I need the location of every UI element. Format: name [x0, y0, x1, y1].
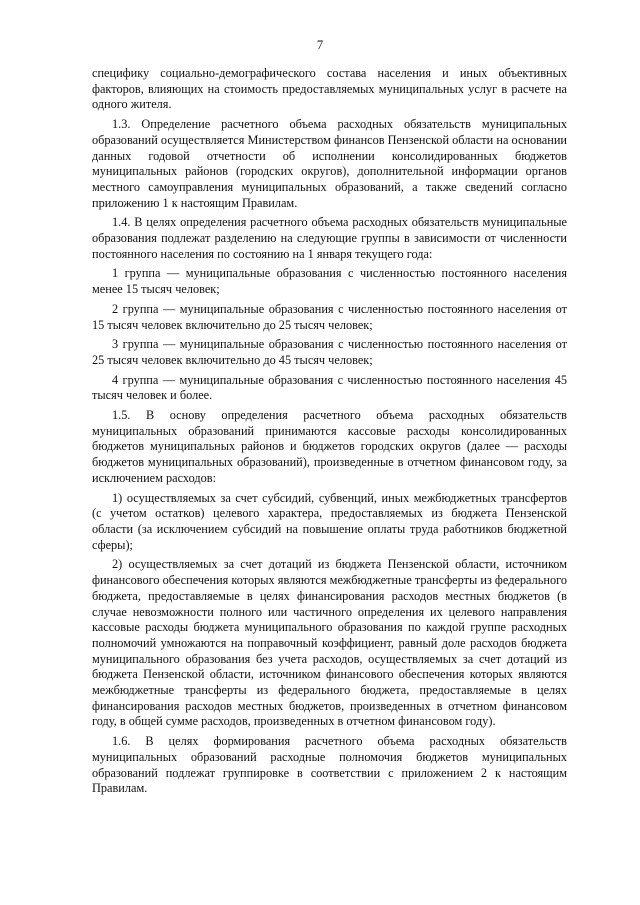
exclusion-item-1: 1) осуществляемых за счет субсидий, субвенций, иных межбюджетных трансфертов (с учетом остатков) целевого характера, предоставляемых из бюджета Пензенской области (за исключением субсидий на повышение оплаты труда работников бюджетной сферы);	[92, 490, 567, 552]
exclusion-item-2: 2) осуществляемых за счет дотаций из бюджета Пензенской области, источником финансового обеспечения которых являются межбюджетные трансферты из федерального бюджета, предоставляемые в целях финансирования расходов местных бюджетов (в случае невозможности полного или частичного определения их целевого направления кассовые расходы бюджета муниципального образования по каждой группе расходных полномочий умножаются на поправочный коэффициент, равный доле расходов бюджета муниципального образования без учета расходов, осуществляемых за счет дотаций из бюджета Пензенской области, источником финансового обеспечения которых являются межбюджетные трансферты из федерального бюджета, предоставляемые в целях финансирования расходов местных бюджетов, произведенных в отчетном финансовом году, в общей сумме расходов, произведенных в отчетном финансовом году).	[92, 557, 567, 729]
page-number: 7	[316, 38, 324, 52]
group-4-item: 4 группа — муниципальные образования с численностью постоянного населения 45 тысяч человек и более.	[92, 372, 567, 403]
document-body	[92, 66, 567, 801]
paragraph-1-5: 1.5. В основу определения расчетного объема расходных обязательств муниципальных образований принимаются кассовые расходы консолидированных бюджетов муниципальных районов и бюджетов городских округов (далее — расходы бюджетов муниципальных образований), произведенные в отчетном финансовом году, за исключением расходов:	[92, 408, 567, 485]
paragraph-1-3: 1.3. Определение расчетного объема расходных обязательств муниципальных образований осуществляется Министерством финансов Пензенской области на основании данных годовой отчетности об исполнении консолидированных бюджетов муниципальных районов (городских округов), дополнительной информации органов местного самоуправления муниципальных образований, а также сведений согласно приложению 1 к настоящим Правилам.	[92, 117, 567, 210]
group-2-item: 2 группа — муниципальные образования с численностью постоянного населения от 15 тысяч человек включительно до 25 тысяч человек;	[92, 301, 567, 332]
paragraph-1-4: 1.4. В целях определения расчетного объема расходных обязательств муниципальные образования подлежат разделению на следующие группы в зависимости от численности постоянного населения по состоянию на 1 января текущего года:	[92, 215, 567, 261]
paragraph-continuation: специфику социально-демографического состава населения и иных объективных факторов, влияющих на стоимость предоставляемых муниципальных услуг в расчете на одного жителя.	[92, 66, 567, 112]
group-3-item: 3 группа — муниципальные образования с численностью постоянного населения от 25 тысяч человек включительно до 45 тысяч человек;	[92, 337, 567, 367]
group-1-item: 1 группа — муниципальные образования с численностью постоянного населения менее 15 тысяч человек;	[92, 266, 567, 297]
paragraph-1-6: 1.6. В целях формирования расчетного объема расходных обязательств муниципальных образований расходные полномочия бюджетов муниципальных образований подлежат группировке в соответствии с приложением 2 к настоящим Правилам.	[92, 734, 567, 796]
